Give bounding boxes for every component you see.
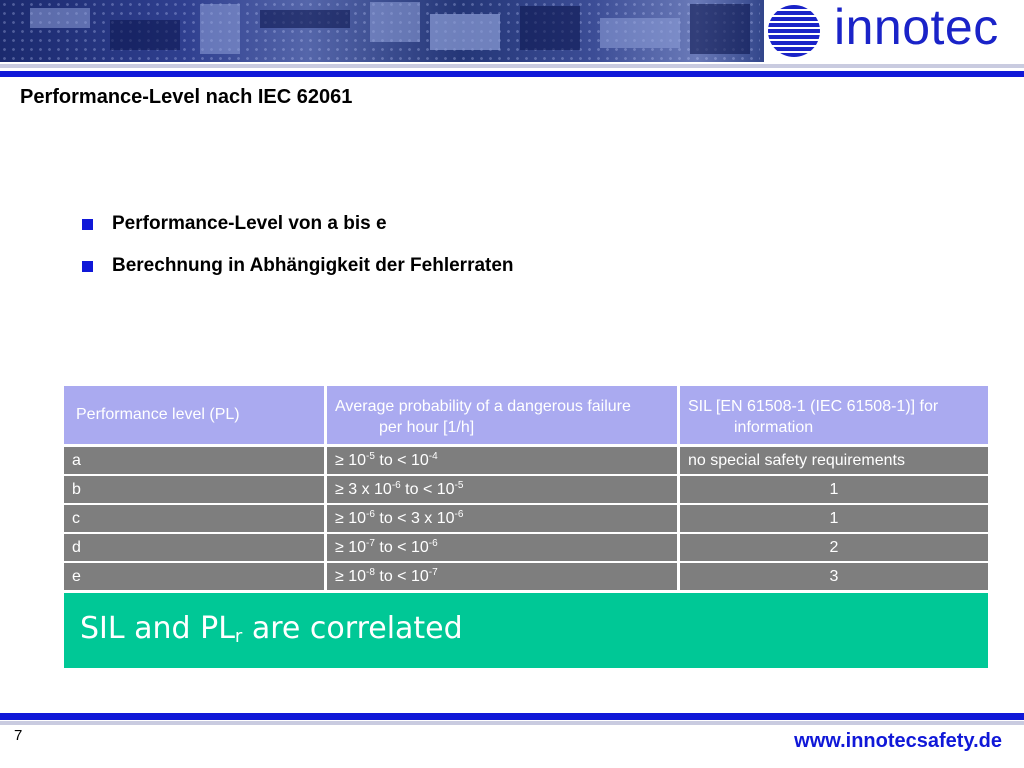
cell-sil: no special safety requirements bbox=[680, 447, 988, 474]
header-pl: Performance level (PL) bbox=[64, 386, 324, 444]
bullet-square-icon bbox=[82, 261, 93, 272]
cell-probability: ≥ $10^{-5}$ to < $10^{-4}$ bbox=[327, 447, 677, 474]
table-row bbox=[64, 505, 988, 532]
header-rule-light bbox=[0, 64, 1024, 68]
table-row bbox=[64, 476, 988, 503]
bullet-text: Berechnung in Abhängigkeit der Fehlerraten bbox=[112, 255, 514, 276]
table-row bbox=[64, 447, 988, 474]
cell-probability: ≥ 3 x $10^{-6}$ to < $10^{-5}$ bbox=[327, 476, 677, 503]
table-row bbox=[64, 534, 988, 561]
cell-probability: ≥ $10^{-6}$ to < 3 x $10^{-6}$ bbox=[327, 505, 677, 532]
website-link[interactable]: www.innotecsafety.de bbox=[794, 730, 1002, 752]
header-probability: Average probability of a dangerous failure per hour [1/h] bbox=[327, 386, 677, 444]
table-row bbox=[64, 563, 988, 590]
bullet-square-icon bbox=[82, 219, 93, 230]
header-rule-blue bbox=[0, 71, 1024, 77]
correlation-callout bbox=[64, 593, 988, 668]
cell-probability: ≥ $10^{-8}$ to < $10^{-7}$ bbox=[327, 563, 677, 590]
bullet-item bbox=[80, 254, 514, 296]
bullet-list bbox=[80, 212, 514, 296]
cell-sil: 1 bbox=[680, 476, 988, 503]
cell-pl: e bbox=[64, 563, 324, 590]
footer-rule-light bbox=[0, 721, 1024, 725]
callout-text: SIL and $PL_r$ are correlated bbox=[80, 611, 463, 647]
cell-pl: d bbox=[64, 534, 324, 561]
cell-probability: ≥ $10^{-7}$ to < $10^{-6}$ bbox=[327, 534, 677, 561]
innotec-globe-icon bbox=[768, 5, 820, 57]
footer-rule-blue bbox=[0, 713, 1024, 720]
cell-pl: b bbox=[64, 476, 324, 503]
cell-pl: a bbox=[64, 447, 324, 474]
slide-title: Performance-Level nach IEC 62061 bbox=[20, 86, 353, 108]
bullet-item bbox=[80, 212, 514, 254]
cell-sil: 2 bbox=[680, 534, 988, 561]
header-sil: SIL [EN 61508-1 (IEC 61508-1)] for information bbox=[680, 386, 988, 444]
cell-pl: c bbox=[64, 505, 324, 532]
table-header-row bbox=[64, 386, 988, 444]
cell-sil: 1 bbox=[680, 505, 988, 532]
page-number: 7 bbox=[14, 727, 23, 744]
logo-text: innotec bbox=[834, 0, 999, 55]
cell-sil: 3 bbox=[680, 563, 988, 590]
bullet-text: Performance-Level von a bis e bbox=[112, 213, 387, 234]
